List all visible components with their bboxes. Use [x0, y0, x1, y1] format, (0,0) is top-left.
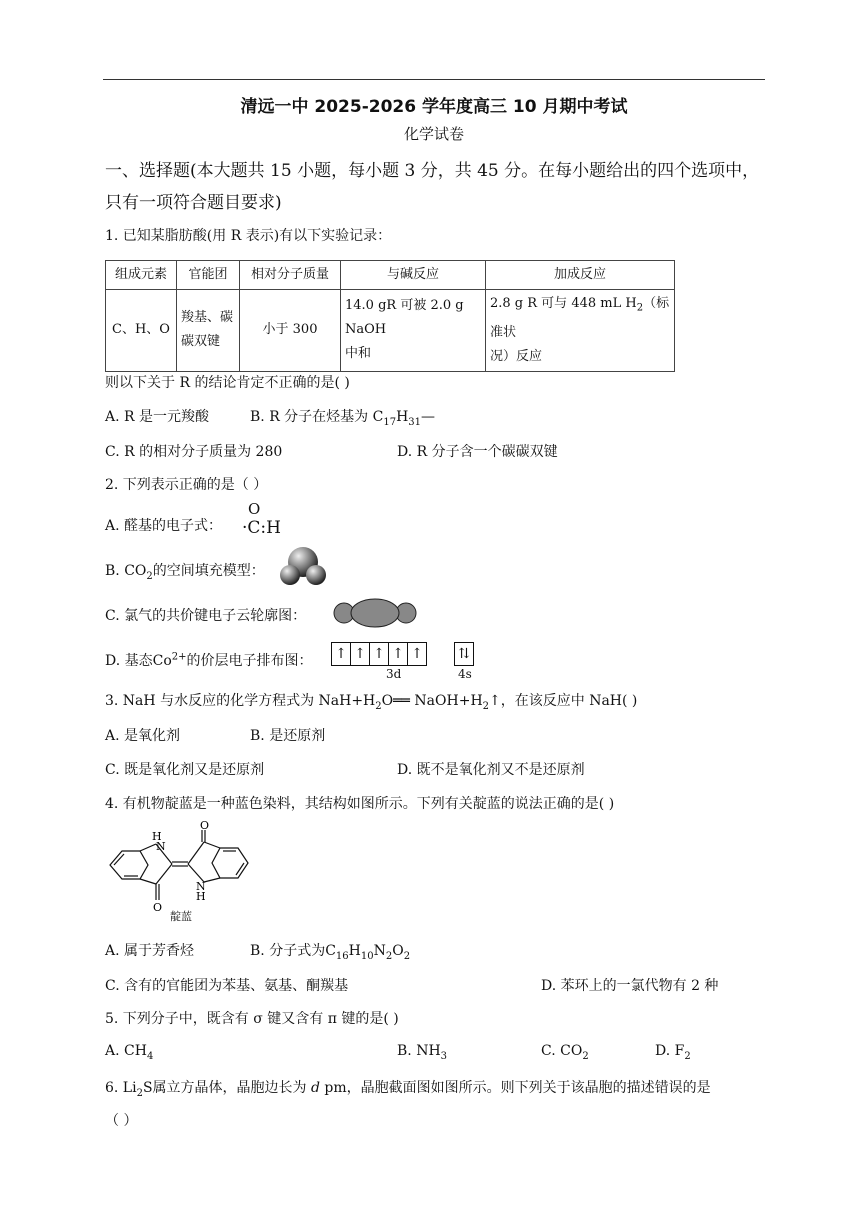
cell-addition: 2.8 g R 可与 448 mL $H_2$（标准状 况）反应: [486, 290, 675, 372]
q1-option-c: C. R 的相对分子质量为 280: [105, 444, 283, 460]
aldehyde-electron-formula-o: O: [248, 500, 261, 518]
cell-base: 14.0 gR 可被 2.0 g NaOH 中和: [341, 290, 486, 372]
top-rule: [103, 79, 765, 80]
q5-option-d: D. $F_2$: [655, 1043, 691, 1062]
q5-option-c: C. $CO_2$: [541, 1043, 589, 1062]
q4-option-b: B. 分子式为$C_{16}H_{10}N_2O_2$: [250, 943, 411, 962]
q3-option-d: D. 既不是氧化剂又不是还原剂: [397, 762, 585, 778]
q2-option-c: C. 氯气的共价键电子云轮廓图：: [105, 608, 307, 624]
indigo-nh-left-h: H: [152, 830, 162, 843]
q6-stem-line2: （ ）: [105, 1113, 138, 1129]
indigo-nh-right-h: H: [196, 890, 206, 903]
q5-option-a: A. $CH_4$: [105, 1043, 154, 1062]
orbital-box: ↑: [331, 642, 351, 666]
orbital-box: ⇅: [454, 642, 474, 666]
q1-option-b: B. R 分子在烃基为 $C_{17}H_{31}—$: [250, 409, 436, 428]
cl2-electron-cloud-diagram: [330, 597, 420, 629]
section1-heading-line1: 一、选择题(本大题共 15 小题，每小题 3 分，共 45 分。在每小题给出的四个选项中，: [105, 161, 760, 181]
q2-option-b: B. $CO_2$的空间填充模型：: [105, 563, 265, 582]
table-header-row: [106, 261, 675, 290]
section1-heading-line2: 只有一项符合题目要求): [105, 193, 282, 213]
orbital-3d: [331, 642, 427, 666]
q1-option-a: A. R 是一元羧酸: [105, 409, 210, 425]
q4-stem: 4. 有机物靛蓝是一种蓝色染料，其结构如图所示。下列有关靛蓝的说法正确的是( ): [105, 796, 615, 812]
cell-elements: C、H、O: [106, 290, 177, 372]
table-row: [106, 290, 675, 372]
q5-stem: 5. 下列分子中，既含有 σ 键又含有 π 键的是( ): [105, 1011, 399, 1027]
q2-option-a: A. 醛基的电子式：: [105, 518, 223, 534]
q4-option-c: C. 含有的官能团为苯基、氨基、酮羰基: [105, 978, 349, 994]
orbital-box: ↑: [389, 642, 408, 666]
orbital-box: ↑: [351, 642, 370, 666]
q3-stem: 3. NaH 与水反应的化学方程式为 $NaH+H_2O══$ $NaOH+H_2↑$，在该反应中 NaH( ): [105, 693, 638, 712]
indigo-structure-diagram: [100, 820, 260, 920]
label-4s: 4s: [458, 667, 472, 681]
table-header-cell: 组成元素: [106, 261, 177, 290]
q4-option-d: D. 苯环上的一氯代物有 2 种: [541, 978, 719, 994]
label-3d: 3d: [386, 667, 402, 681]
q1-question: 则以下关于 R 的结论肯定不正确的是( ): [105, 375, 350, 391]
table-header-cell: 相对分子质量: [240, 261, 341, 290]
orbital-box: ↑: [408, 642, 427, 666]
q1-option-d: D. R 分子含一个碳碳双键: [397, 444, 558, 460]
q2-option-d: D. 基态$Co^{2+}$的价层电子排布图：: [105, 651, 313, 669]
exam-subtitle: 化学试卷: [403, 125, 464, 143]
table-header-cell: 加成反应: [486, 261, 675, 290]
q1-table: [105, 260, 675, 372]
q6-stem: 6. $Li_2S$属立方晶体，晶胞边长为 d pm，晶胞截面图如图所示。则下列关于该晶胞的描述错误的是: [105, 1080, 711, 1099]
orbital-box: ↑: [370, 642, 389, 666]
cell-mass: 小于 300: [240, 290, 341, 372]
cell-groups: 羧基、碳 碳双键: [177, 290, 240, 372]
aldehyde-electron-formula: ·C:H: [242, 518, 281, 538]
q2-stem: 2. 下列表示正确的是（ ）: [105, 477, 268, 493]
indigo-o-left: O: [153, 901, 163, 914]
indigo-o-right: O: [200, 820, 210, 832]
indigo-n-left: N: [156, 840, 166, 853]
co2-space-filling-model: [277, 546, 329, 588]
q3-option-c: C. 既是氧化剂又是还原剂: [105, 762, 265, 778]
q1-stem: 1. 已知某脂肪酸(用 R 表示)有以下实验记录：: [105, 228, 392, 244]
exam-title: 清远一中 2025-2026 学年度高三 10 月期中考试: [240, 97, 628, 117]
table-header-cell: 官能团: [177, 261, 240, 290]
table-header-cell: 与碱反应: [341, 261, 486, 290]
q5-option-b: B. $NH_3$: [397, 1043, 448, 1062]
q3-option-a: A. 是氧化剂: [105, 728, 181, 744]
orbital-4s: [454, 642, 474, 666]
q4-option-a: A. 属于芳香烃: [105, 943, 195, 959]
q3-option-b: B. 是还原剂: [250, 728, 326, 744]
indigo-label: 靛蓝: [170, 910, 192, 923]
indigo-n-right: N: [196, 880, 206, 893]
